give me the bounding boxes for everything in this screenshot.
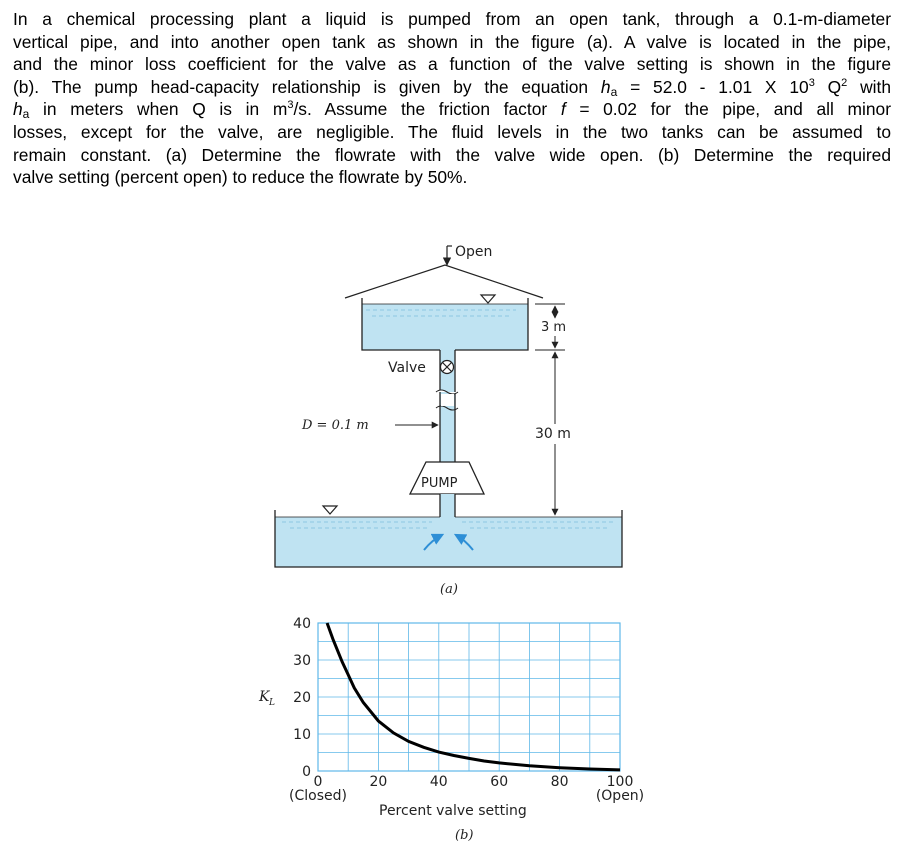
y-tick-label: 40: [293, 616, 311, 632]
x-tick-sublabel: (Closed): [289, 788, 347, 804]
problem-line: and the minor loss coefficient for the valve as a function of the valve setting is shown in the figure: [13, 54, 891, 75]
figure-a: [275, 244, 622, 597]
x-tick-label: 0: [313, 774, 323, 790]
pump-label: PUMP: [421, 476, 458, 491]
y-tick-label: 30: [293, 653, 311, 669]
height-total-label: 30 m: [535, 426, 571, 442]
upper-tank-roof: [345, 265, 543, 298]
y-axis-label-kl-sub: L: [269, 698, 275, 708]
y-axis-label-kl: K: [259, 689, 270, 705]
x-tick-sublabel: (Open): [595, 788, 645, 804]
x-tick-labels: [289, 774, 644, 804]
x-tick-label: 20: [369, 774, 388, 790]
kl-curve: [327, 623, 620, 770]
figure-a-caption: (a): [440, 582, 458, 597]
x-tick-label: 60: [490, 774, 509, 790]
chart-grid: [318, 623, 620, 771]
x-tick-label: 40: [429, 774, 448, 790]
x-tick-label: 100: [606, 774, 634, 790]
open-label: Open: [455, 244, 493, 260]
y-tick-label: 20: [293, 690, 311, 706]
problem-line: $h_a$ in meters when Q is in $m^3/s$. Assume the friction factor f = 0.02 for the pipe, and all minor: [13, 99, 891, 122]
y-tick-labels: [293, 616, 311, 780]
problem-line: In a chemical processing plant a liquid is pumped from an open tank, through a 0.1-m-diameter: [13, 9, 891, 29]
valve-icon: [441, 361, 454, 374]
problem-line: (b). The pump head-capacity relationship is given by the equation $h_a = 52.0 - 1.01$ X $10^3$ $Q^2$ with: [13, 76, 892, 99]
figure-b-caption: (b): [455, 828, 474, 843]
x-axis-label: Percent valve setting: [379, 803, 527, 819]
y-tick-label: 0: [302, 764, 311, 780]
problem-line: valve setting (percent open) to reduce the flowrate by 50%.: [13, 167, 468, 188]
valve-label: Valve: [388, 360, 426, 376]
problem-line: losses, except for the valve, are negligible. The fluid levels in the two tanks can be assumed to: [13, 121, 891, 142]
upper-tank-water: [362, 304, 528, 350]
problem-line: remain constant. (a) Determine the flowrate with the valve wide open. (b) Determine the required: [13, 144, 891, 165]
diameter-label: D = 0.1 m: [302, 418, 369, 433]
problem-line: vertical pipe, and into another open tank as shown in the figure (a). A valve is located in the pipe,: [13, 31, 891, 52]
figure-b-chart: [258, 616, 644, 843]
free-surface-symbol-lower: [323, 506, 337, 514]
y-tick-label: 10: [293, 727, 311, 743]
free-surface-symbol-upper: [481, 295, 495, 303]
height-upper-label: 3 m: [541, 320, 567, 335]
x-tick-label: 80: [550, 774, 569, 790]
